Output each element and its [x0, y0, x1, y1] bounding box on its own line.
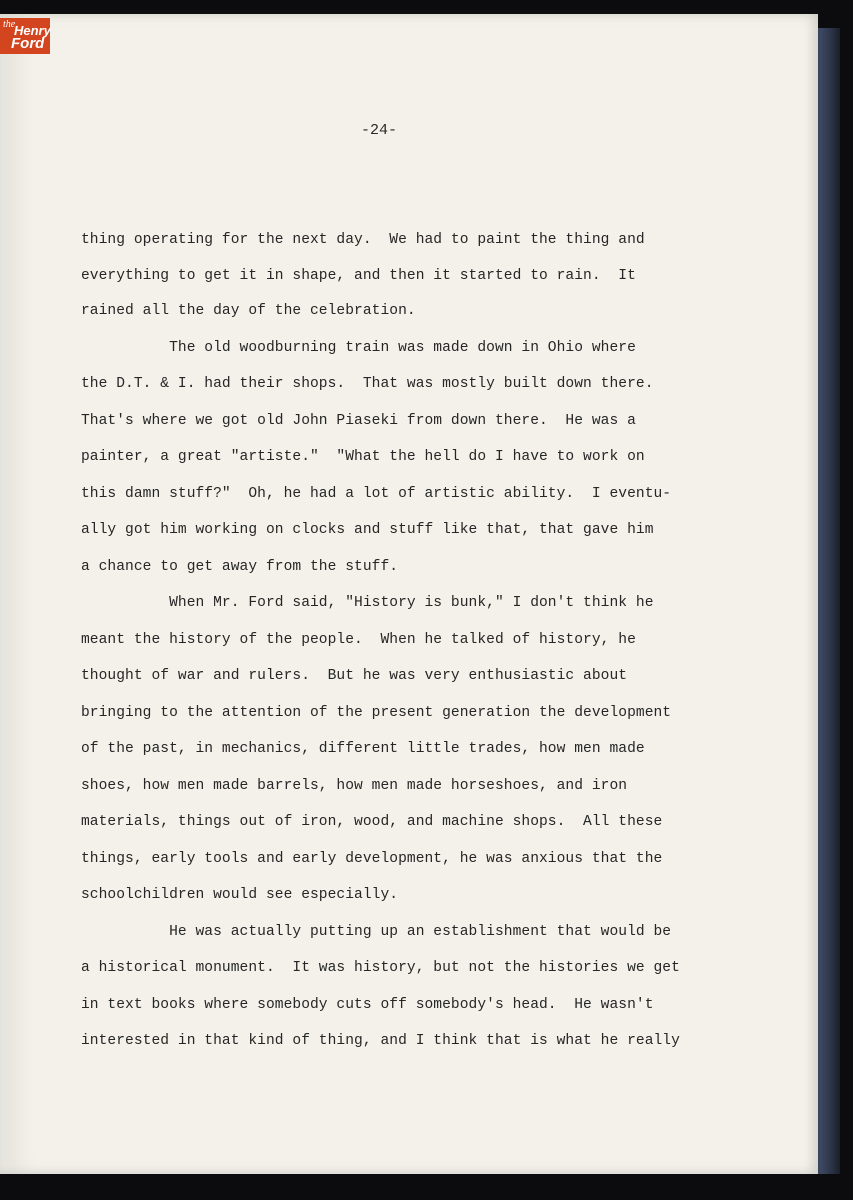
text-line: things, early tools and early development, he was anxious that the: [81, 851, 663, 867]
text-line: The old woodburning train was made down in Ohio where: [81, 340, 636, 356]
text-line: a historical monument. It was history, but not the histories we get: [81, 960, 680, 976]
text-line: painter, a great "artiste." "What the hell do I have to work on: [81, 449, 645, 465]
text-line: thing operating for the next day. We had to paint the thing and: [81, 232, 645, 248]
text-line: meant the history of the people. When he talked of history, he: [81, 632, 636, 648]
text-line: thought of war and rulers. But he was very enthusiastic about: [81, 668, 628, 684]
text-line: everything to get it in shape, and then it started to rain. It: [81, 268, 636, 284]
text-line: in text books where somebody cuts off somebody's head. He wasn't: [81, 997, 654, 1013]
text-line: ally got him working on clocks and stuff like that, that gave him: [81, 522, 654, 538]
text-line: materials, things out of iron, wood, and machine shops. All these: [81, 814, 663, 830]
text-line: a chance to get away from the stuff.: [81, 559, 399, 575]
text-line: schoolchildren would see especially.: [81, 887, 399, 903]
logo-the-text: the: [3, 19, 16, 30]
henry-ford-logo: [0, 18, 50, 54]
text-line: rained all the day of the celebration.: [81, 303, 416, 319]
document-page: [0, 14, 818, 1174]
text-line: this damn stuff?" Oh, he had a lot of artistic ability. I eventu-: [81, 486, 672, 502]
text-line: shoes, how men made barrels, how men made horseshoes, and iron: [81, 778, 628, 794]
page-number: -24-: [361, 122, 398, 139]
text-line: That's where we got old John Piaseki from down there. He was a: [81, 413, 636, 429]
text-line: bringing to the attention of the present generation the development: [81, 705, 672, 721]
text-line: interested in that kind of thing, and I think that is what he really: [81, 1033, 680, 1049]
logo-ford-text: Ford: [11, 35, 45, 52]
text-line: When Mr. Ford said, "History is bunk," I don't think he: [81, 595, 654, 611]
text-line: of the past, in mechanics, different little trades, how men made: [81, 741, 645, 757]
text-line: He was actually putting up an establishment that would be: [81, 924, 672, 940]
text-line: the D.T. & I. had their shops. That was mostly built down there.: [81, 376, 654, 392]
logo-henry-text: Henry: [14, 23, 51, 38]
